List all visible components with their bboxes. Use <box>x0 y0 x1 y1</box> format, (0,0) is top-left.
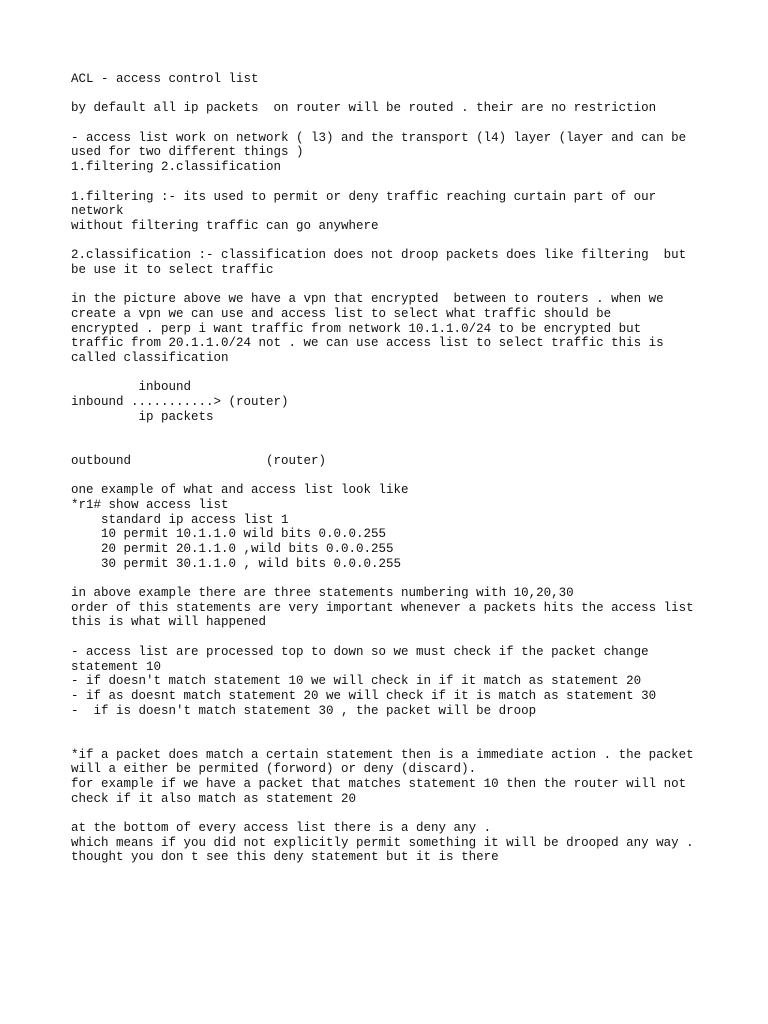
text-line: - access list work on network ( l3) and the transport (l4) layer (layer and can be <box>71 130 687 145</box>
text-line: this is what will happened <box>71 615 267 630</box>
blank-line <box>71 278 711 293</box>
text-line: inbound ...........> (router) <box>71 395 289 410</box>
text-line: 1.filtering 2.classification <box>71 160 282 175</box>
blank-line <box>71 571 711 586</box>
blank-line <box>71 806 711 821</box>
text-line: without filtering traffic can go anywhere <box>71 218 379 233</box>
text-line: be use it to select traffic <box>71 262 274 277</box>
blank-line <box>71 234 711 249</box>
text-line: - if is doesn't match statement 30 , the packet will be droop <box>71 703 537 718</box>
text-line: encrypted . perp i want traffic from network 10.1.1.0/24 to be encrypted but <box>71 321 642 336</box>
text-line: thought you don t see this deny statement but it is there <box>71 850 499 865</box>
text-line: ip packets <box>71 409 214 424</box>
text-line: by default all ip packets on router will be routed . their are no restriction <box>71 101 657 116</box>
text-line: ACL - access control list <box>71 72 259 86</box>
blank-line <box>71 116 711 131</box>
text-line: 2.classification :- classification does not droop packets does like filtering but <box>71 248 687 263</box>
text-line: *r1# show access list <box>71 497 229 512</box>
text-line: at the bottom of every access list there is a deny any . <box>71 821 492 836</box>
text-line: - access list are processed top to down so we must check if the packet change <box>71 644 649 659</box>
document-body <box>71 72 711 865</box>
text-line: check if it also match as statement 20 <box>71 791 357 806</box>
text-line: network <box>71 204 124 219</box>
text-line: statement 10 <box>71 659 162 674</box>
text-line: *if a packet does match a certain statement then is a immediate action . the packet <box>71 747 694 762</box>
text-line: 1.filtering :- its used to permit or deny traffic reaching curtain part of our <box>71 189 657 204</box>
text-line: traffic from 20.1.1.0/24 not . we can use access list to select traffic this is <box>71 336 664 351</box>
text-line: 20 permit 20.1.1.0 ,wild bits 0.0.0.255 <box>71 542 394 556</box>
blank-line <box>71 366 711 381</box>
blank-line <box>71 718 711 733</box>
text-line: create a vpn we can use and access list to select what traffic should be <box>71 307 612 321</box>
blank-line <box>71 469 711 484</box>
text-line: in above example there are three statements numbering with 10,20,30 <box>71 586 574 601</box>
text-line: standard ip access list 1 <box>71 512 289 527</box>
blank-line <box>71 439 711 454</box>
document-page <box>71 72 711 865</box>
text-line: 30 permit 30.1.1.0 , wild bits 0.0.0.255 <box>71 556 402 571</box>
blank-line <box>71 87 711 102</box>
blank-line <box>71 630 711 645</box>
blank-line <box>71 733 711 748</box>
text-line: in the picture above we have a vpn that encrypted between to routers . when we <box>71 292 664 307</box>
text-line: used for two different things ) <box>71 145 304 160</box>
text-line: 10 permit 10.1.1.0 wild bits 0.0.0.255 <box>71 527 387 542</box>
text-line: for example if we have a packet that matches statement 10 then the router will not <box>71 777 687 791</box>
text-line: order of this statements are very important whenever a packets hits the access list <box>71 600 694 615</box>
text-line: will a either be permited (forword) or deny (discard). <box>71 762 477 777</box>
blank-line <box>71 175 711 190</box>
blank-line <box>71 425 711 440</box>
text-line: called classification <box>71 351 229 366</box>
text-line: one example of what and access list look like <box>71 483 409 498</box>
text-line: - if doesn't match statement 10 we will check in if it match as statement 20 <box>71 674 642 689</box>
text-line: inbound <box>71 380 192 395</box>
text-line: outbound (router) <box>71 453 327 468</box>
text-line: - if as doesnt match statement 20 we will check if it is match as statement 30 <box>71 688 657 703</box>
text-line: which means if you did not explicitly permit something it will be drooped any way . <box>71 835 694 850</box>
